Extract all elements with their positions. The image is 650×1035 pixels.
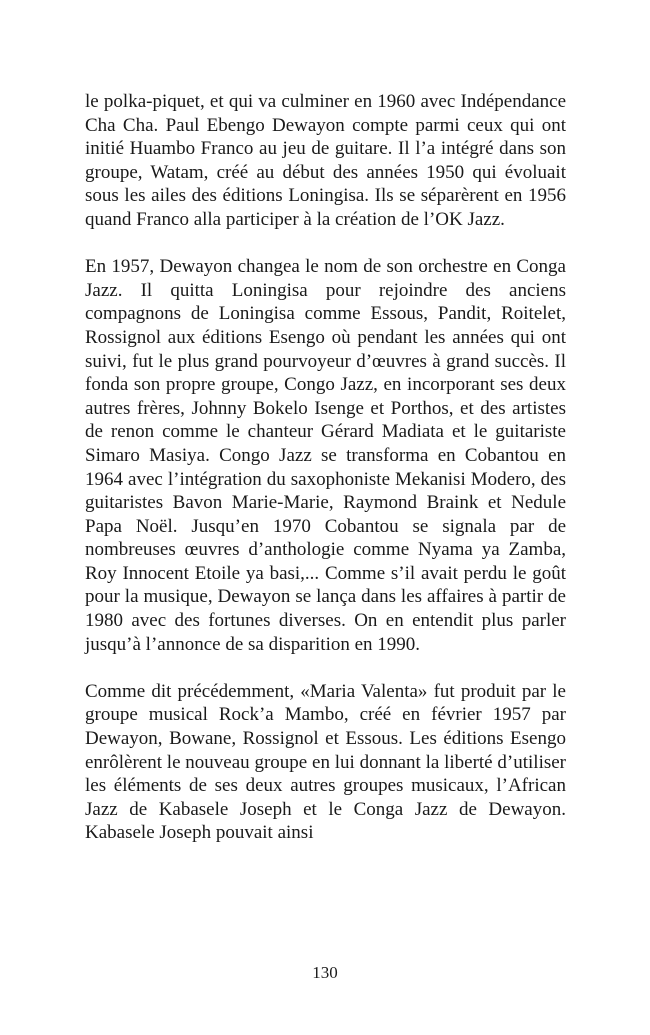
body-text — [85, 90, 566, 845]
page-number: 130 — [312, 963, 338, 982]
paragraph-3: Comme dit précédemment, «Maria Valenta» fut produit par le groupe musical Rock’a Mambo, créé en février 1957 par Dewayon, Bowane, Rossignol et Essous. Les éditions Esengo enrôlèrent le nouveau groupe en lui donnant la liberté d’utiliser les éléments de ses deux autres groupes musicaux, l’African Jazz de Kabasele Joseph et le Conga Jazz de Dewayon. Kabasele Joseph pouvait ainsi — [85, 680, 566, 844]
paragraph-2: En 1957, Dewayon changea le nom de son orchestre en Conga Jazz. Il quitta Loningisa pour rejoindre des anciens compagnons de Loningisa comme Essous, Pandit, Roitelet, Rossignol aux éditions Esengo où pendant les années qui ont suivi, fut le plus grand pourvoyeur d’œuvres à grand succès. Il fonda son propre groupe, Congo Jazz, en incorporant ses deux autres frères, Johnny Bokelo Isenge et Porthos, et des artistes de renon comme le chanteur Gérard Madiata et le guitariste Simaro Masiya. Congo Jazz se transforma en Cobantou en 1964 avec l’intégration du saxophoniste Mekanisi Modero, des guitaristes Bavon Marie-Marie, Raymond Braink et Nedule Papa Noël. Jusqu’en 1970 Cobantou se signala par de nombreuses œuvres d’anthologie comme Nyama ya Zamba, Roy Innocent Etoile ya basi,... Comme s’il avait perdu le goût pour la musique, Dewayon se lança dans les affaires à partir de 1980 avec des fortunes diverses. On en entendit plus parler jusqu’à l’annonce de sa disparition en 1990. — [85, 256, 566, 655]
paragraph-1: le polka-piquet, et qui va culminer en 1960 avec Indépendance Cha Cha. Paul Ebengo Dewayon compte parmi ceux qui ont initié Huambo Franco au jeu de guitare. Il l’a intégré dans son groupe, Watam, créé au début des années 1950 qui évoluait sous les ailes des éditions Loningisa. Ils se séparèrent en 1956 quand Franco alla participer à la création de l’OK Jazz. — [85, 91, 566, 230]
